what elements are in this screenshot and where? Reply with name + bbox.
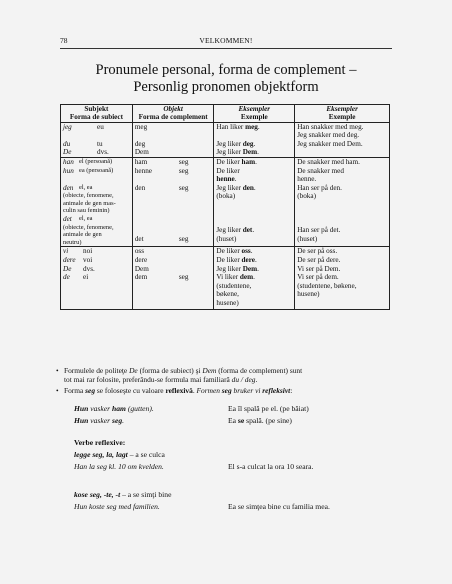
verb-translation-1: El s-a culcat la ora 10 seara. bbox=[228, 462, 314, 471]
bullet-politeness: • Formulele de politeţe De (forma de subiect) şi Dem (forma de complement) sunt tot mai rar folosite, preferându-se formula mai familiară du / deg. bbox=[56, 366, 303, 385]
subject-cell: han el (persoană) hun ea (persoană) den el, ea (obiecte, fenomene, animale de gen mas- culin sau feminin) det el, ea (obiecte, fenomene, animale de gen neutru) bbox=[61, 158, 133, 247]
running-title: VELKOMMEN! bbox=[199, 36, 253, 45]
example-cell: De snakker med ham. De snakker med henne. Han ser på den. (boka) Han ser på det. (huset) bbox=[295, 158, 390, 247]
page-number: 78 bbox=[60, 36, 68, 45]
verb-sentence-2: Hun koste seg med familien. bbox=[74, 502, 160, 511]
title-line-1: Pronumele personal, forma de complement – bbox=[95, 62, 357, 78]
verb-entry-1: legge seg, la, lagt – a se culca bbox=[74, 450, 165, 459]
subject-cell: jeg eu du tu De dvs. bbox=[61, 122, 133, 157]
example-no-2: Hun vasker seg. bbox=[74, 416, 125, 425]
bullet-reflexive: • Forma seg se foloseşte cu valoare reflexivă. Formen seg bruker vi refleksivt: bbox=[56, 386, 293, 395]
header-eksempler-1: Eksempler Exemple bbox=[214, 105, 295, 123]
table-header-row bbox=[61, 105, 390, 123]
table-row bbox=[61, 247, 390, 310]
section-title bbox=[40, 62, 412, 96]
running-header bbox=[60, 36, 392, 49]
object-cell: oss dere Dem dem seg bbox=[132, 247, 214, 310]
example-ro-2: Ea se spală. (pe sine) bbox=[228, 416, 292, 425]
verb-entry-2: kose seg, -te, -t – a se simţi bine bbox=[74, 490, 172, 499]
example-cell: Han snakker med meg. Jeg snakker med deg. Jeg snakker med Dem. bbox=[295, 122, 390, 157]
header-subjekt: Subjekt Forma de subiect bbox=[61, 105, 133, 123]
example-cell: De liker ham. De liker henne. Jeg liker den. (boka) Jeg liker det. (huset) bbox=[214, 158, 295, 247]
table-row bbox=[61, 158, 390, 247]
example-cell: De ser på oss. De ser på dere. Vi ser på Dem. Vi ser på dem. (studentene, bøkene, husene) bbox=[295, 247, 390, 310]
example-cell: De liker oss. De liker dere. Jeg liker Dem. Vi liker dem. (studentene, bøkene, husene) bbox=[214, 247, 295, 310]
header-objekt: Objekt Forma de complement bbox=[132, 105, 214, 123]
header-eksempler-2: Eksempler Exemple bbox=[295, 105, 390, 123]
example-cell: Han liker meg. Jeg liker deg. Jeg liker Dem. bbox=[214, 122, 295, 157]
pronoun-table bbox=[60, 104, 390, 310]
bullet-marker: • bbox=[56, 386, 59, 395]
verbs-heading: Verbe reflexive: bbox=[74, 438, 126, 447]
subject-cell: vi noi dere voi De dvs. de ei bbox=[61, 247, 133, 310]
object-cell: ham seg henne seg den seg det seg bbox=[132, 158, 214, 247]
table-row bbox=[61, 122, 390, 157]
verb-translation-2: Ea se simţea bine cu familia mea. bbox=[228, 502, 330, 511]
bullet-marker: • bbox=[56, 366, 59, 375]
title-line-2: Personlig pronomen objektform bbox=[133, 79, 319, 95]
verb-sentence-1: Han la seg kl. 10 om kvelden. bbox=[74, 462, 164, 471]
object-cell: meg deg Dem bbox=[132, 122, 214, 157]
example-no-1: Hun vasker ham (gutten). bbox=[74, 404, 154, 413]
example-ro-1: Ea îl spală pe el. (pe băiat) bbox=[228, 404, 309, 413]
